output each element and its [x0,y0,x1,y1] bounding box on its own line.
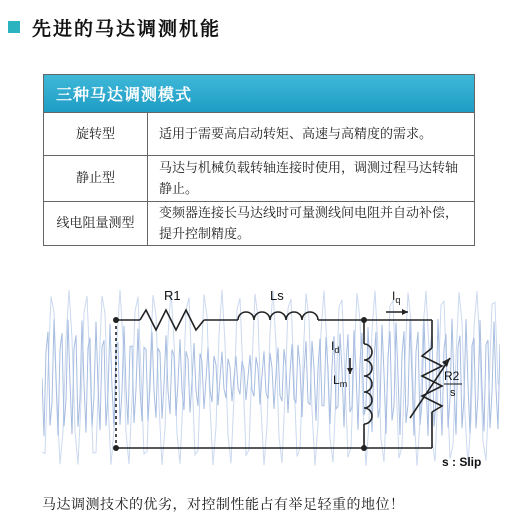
motor-equivalent-circuit [42,278,500,470]
table-header-row [44,75,475,113]
mode-description: 马达与机械负载转轴连接时使用，调测过程马达转轴静止。 [148,156,475,202]
mode-name: 线电阻量测型 [44,202,148,246]
page-title: 先进的马达调测机能 [32,17,222,40]
r1-label: R1 [164,288,181,303]
terminal-node [113,445,119,451]
junction-node [361,445,367,451]
footer-note: 马达调测技术的优劣，对控制性能占有举足轻重的地位！ [42,497,405,513]
heading-marker [8,21,20,33]
ls-label: Ls [270,288,284,303]
table-row [44,113,475,156]
tuning-mode-table [43,74,475,246]
junction-node [361,317,367,323]
terminal-node [113,317,119,323]
r2-label: R2 [444,369,460,383]
mode-name: 静止型 [44,156,148,202]
mode-description: 适用于需要高启动转矩、高速与高精度的需求。 [148,113,475,156]
lm-label: $L_m$ [333,373,348,389]
r2-slip-denominator: s [450,387,456,399]
table-title: 三种马达调测模式 [44,75,475,113]
slip-legend: s : Slip [442,455,482,469]
ls-inductor-symbol [238,312,318,320]
mode-name: 旋转型 [44,113,148,156]
table-row [44,202,475,246]
iq-label: $I_q$ [392,289,401,305]
mode-description: 变频器连接长马达线时可量测线间电阻并自动补偿，提升控制精度。 [148,202,475,246]
table-row [44,156,475,202]
section-heading [8,14,221,40]
id-label: $I_d$ [331,339,340,355]
